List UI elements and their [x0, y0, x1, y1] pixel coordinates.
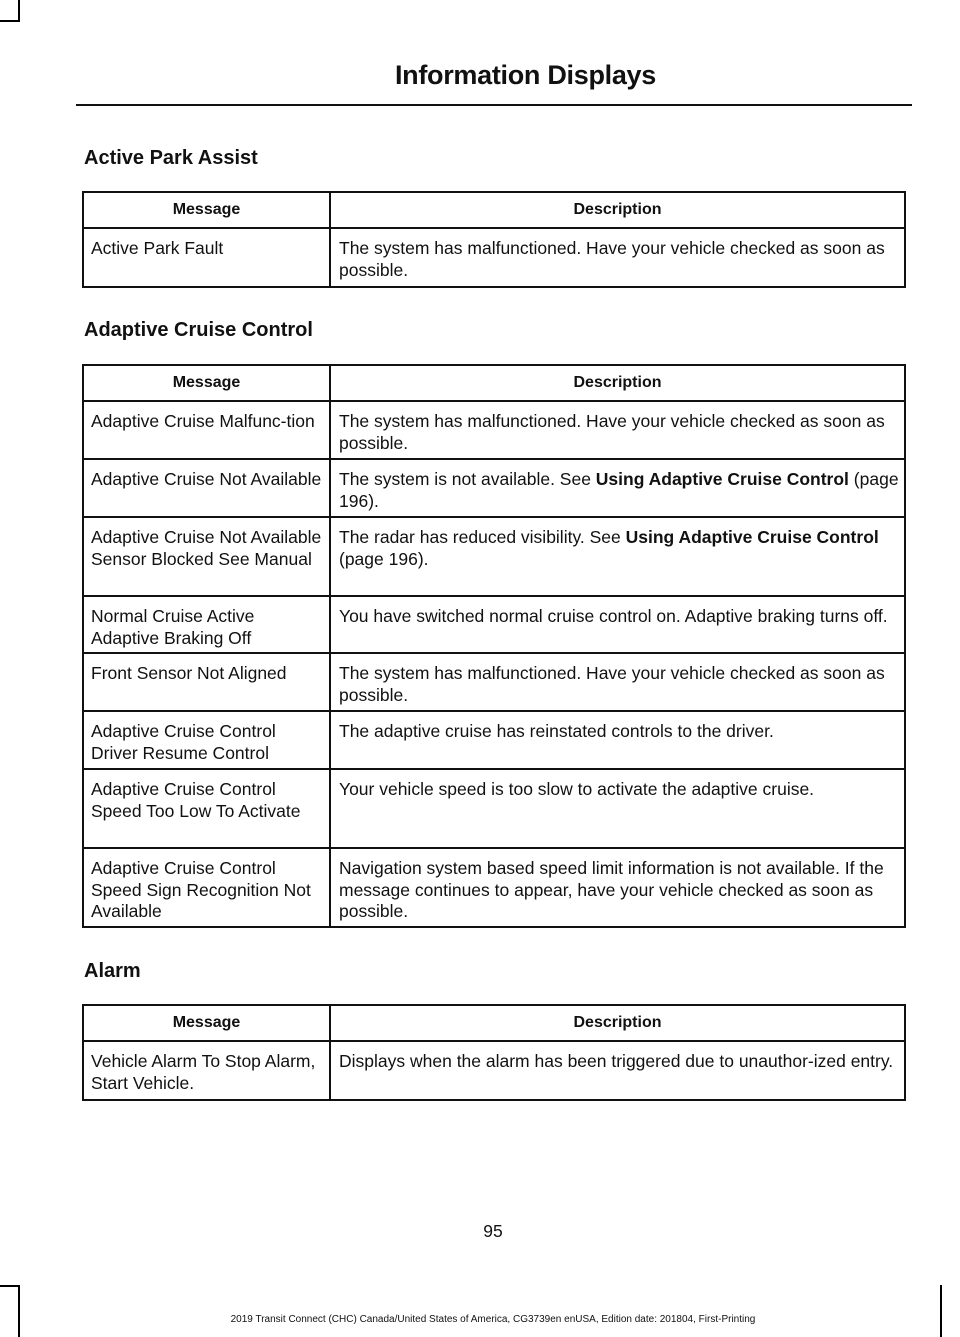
table-header-row [83, 365, 905, 401]
description-cell [330, 459, 905, 517]
section-title-active-park-assist: Active Park Assist [84, 147, 258, 169]
crop-mark [18, 1285, 20, 1337]
description-text: The system is not available. See [339, 469, 596, 489]
message-cell: Front Sensor Not Aligned [83, 653, 330, 711]
page-title: Information Displays [394, 60, 656, 90]
footer-edition-info: 2019 Transit Connect (CHC) Canada/United States of America, CG3739en enUSA, Edition date: 201804, First-Printing [230, 1314, 756, 1325]
description-cell: Navigation system based speed limit information is not available. If the message continues to appear, have your vehicle checked as soon as possible. [330, 848, 905, 927]
message-cell: Adaptive Cruise Not Available [83, 459, 330, 517]
table-row [83, 653, 905, 711]
description-cell: Your vehicle speed is too slow to activate the adaptive cruise. [330, 769, 905, 848]
crop-mark [0, 20, 20, 22]
section-title-alarm: Alarm [84, 960, 141, 982]
description-cell: You have switched normal cruise control on. Adaptive braking turns off. [330, 596, 905, 653]
column-header-description: Description [330, 365, 905, 401]
column-header-description: Description [330, 192, 905, 228]
cross-reference-link[interactable]: Using Adaptive Cruise Control [625, 527, 879, 547]
message-cell: Adaptive Cruise Not Available Sensor Blocked See Manual [83, 517, 330, 596]
table-row [83, 459, 905, 517]
column-header-message: Message [83, 192, 330, 228]
column-header-message: Message [83, 1005, 330, 1041]
table-row [83, 711, 905, 769]
description-cell: Displays when the alarm has been triggered due to unauthor-ized entry. [330, 1041, 905, 1100]
crop-mark [0, 1285, 20, 1287]
table-row [83, 1041, 905, 1100]
message-cell: Adaptive Cruise Control Speed Too Low To Activate [83, 769, 330, 848]
description-cell: The system has malfunctioned. Have your vehicle checked as soon as possible. [330, 401, 905, 459]
description-text: The radar has reduced visibility. See [339, 527, 626, 547]
message-cell: Adaptive Cruise Control Driver Resume Control [83, 711, 330, 769]
cross-reference-link[interactable]: Using Adaptive Cruise Control [595, 469, 849, 489]
description-cell [330, 517, 905, 596]
message-cell: Adaptive Cruise Malfunc-tion [83, 401, 330, 459]
column-header-message: Message [83, 365, 330, 401]
table-row [83, 401, 905, 459]
page-reference: (page 196). [339, 469, 899, 511]
page-number: 95 [483, 1221, 503, 1241]
description-cell: The system has malfunctioned. Have your vehicle checked as soon as possible. [330, 228, 905, 287]
message-cell: Normal Cruise Active Adaptive Braking Off [83, 596, 330, 653]
table-row [83, 228, 905, 287]
crop-mark [940, 1285, 942, 1337]
table-row [83, 517, 905, 596]
table-header-row [83, 192, 905, 228]
message-cell: Active Park Fault [83, 228, 330, 287]
message-cell: Adaptive Cruise Control Speed Sign Recognition Not Available [83, 848, 330, 927]
table-row [83, 769, 905, 848]
table-row [83, 596, 905, 653]
table-header-row [83, 1005, 905, 1041]
header-divider [76, 104, 912, 106]
crop-mark [18, 0, 20, 20]
column-header-description: Description [330, 1005, 905, 1041]
active-park-assist-table [82, 191, 906, 288]
description-cell: The system has malfunctioned. Have your vehicle checked as soon as possible. [330, 653, 905, 711]
message-cell: Vehicle Alarm To Stop Alarm, Start Vehicle. [83, 1041, 330, 1100]
adaptive-cruise-control-table [82, 364, 906, 928]
page-reference: (page 196). [339, 548, 429, 569]
alarm-table [82, 1004, 906, 1101]
description-cell: The adaptive cruise has reinstated controls to the driver. [330, 711, 905, 769]
table-row [83, 848, 905, 927]
section-title-adaptive-cruise-control: Adaptive Cruise Control [84, 319, 313, 341]
